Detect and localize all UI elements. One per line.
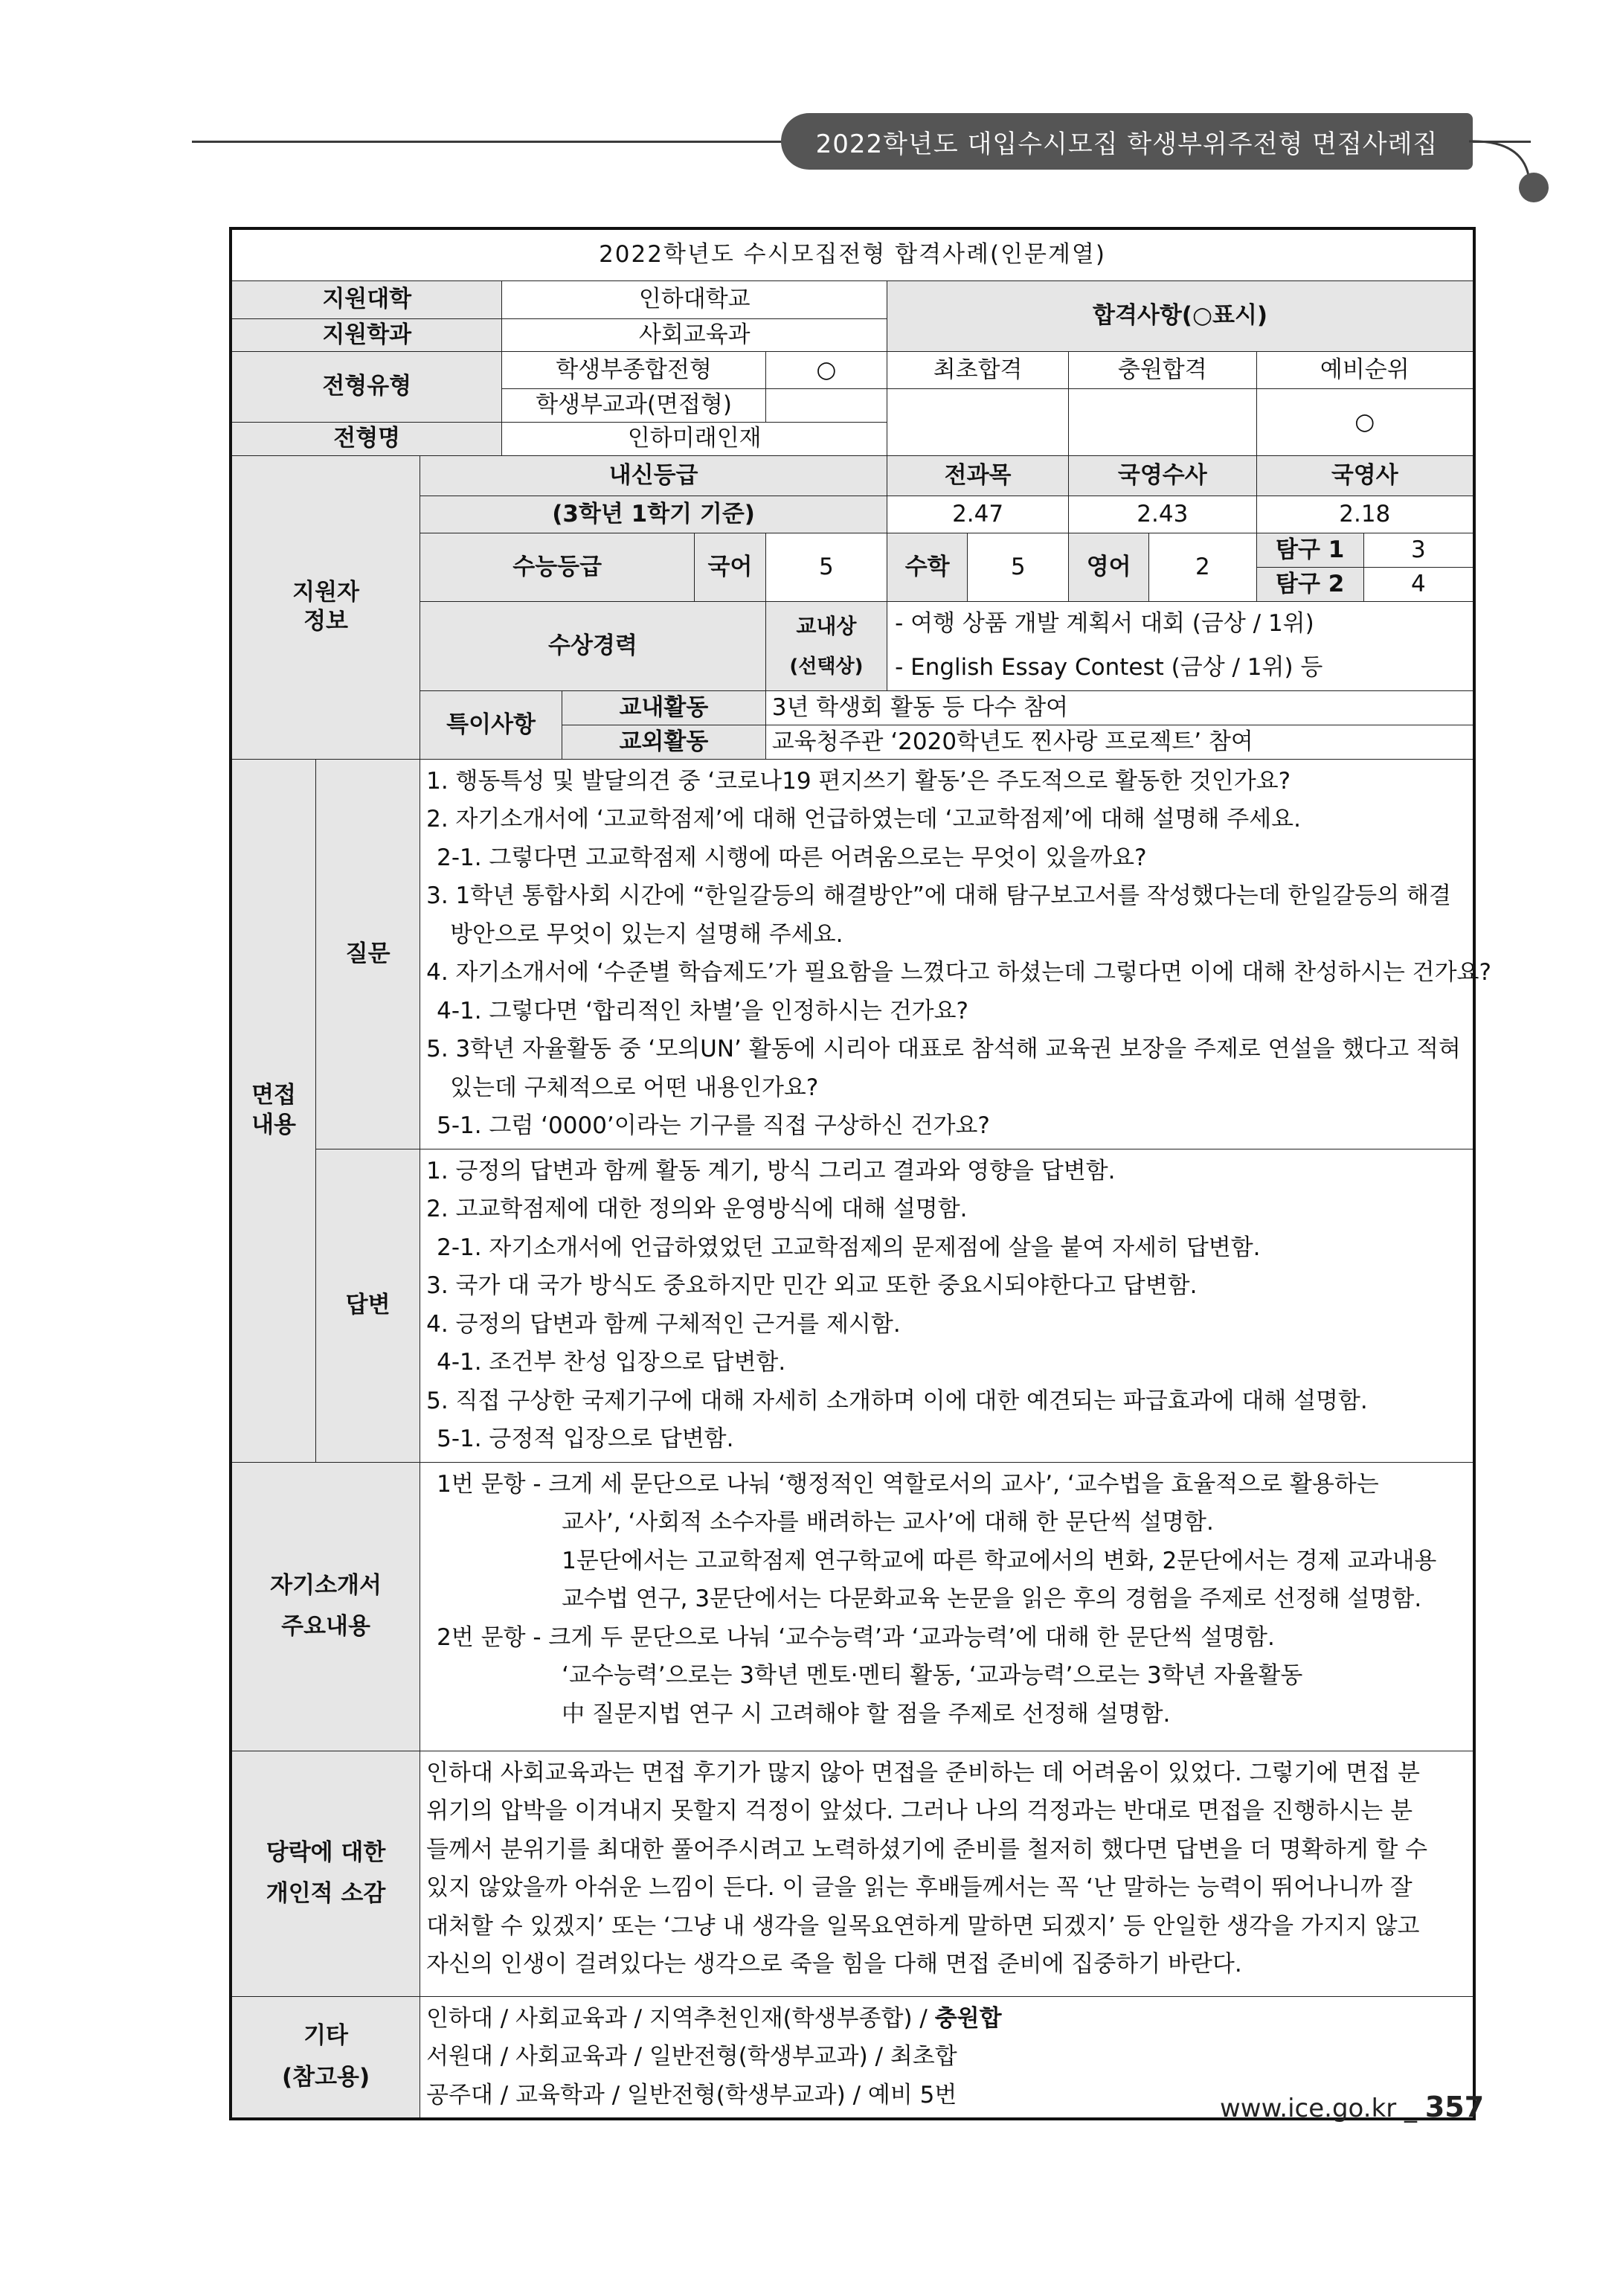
csat-korean-label: 국어 [695, 533, 765, 601]
award-item-2: - English Essay Contest (금상 / 1위) 등 [887, 646, 1474, 690]
award-item-1: - 여행 상품 개발 계획서 대회 (금상 / 1위) [887, 601, 1474, 646]
csat-math-label: 수학 [887, 533, 968, 601]
type-option-2-mark [765, 389, 887, 423]
essay-line: 교수법 연구, 3문단에서는 다문화교육 논문을 읽은 후의 경험을 주제로 선정해 설명함. [562, 1585, 1422, 1613]
essay-line: 2번 문항 - 크게 두 문단으로 나눠 ‘교수능력’과 ‘교과능력’에 대해 한 문단씩 설명함. [437, 1623, 1275, 1651]
question-line: 방안으로 무엇이 있는지 설명해 주세요. [450, 920, 843, 948]
csat-math-value: 5 [968, 533, 1069, 601]
result-reserve: 예비순위 [1256, 352, 1474, 389]
result-waitlist: 충원합격 [1069, 352, 1256, 389]
essay-line: 교사’, ‘사회적 소수자를 배려하는 교사’에 대해 한 문단씩 설명함. [562, 1509, 1214, 1536]
etc-line-2: 서원대 / 사회교육과 / 일반전형(학생부교과) / 최초합 [426, 2043, 957, 2071]
opinion-line: 자신의 인생이 걸려있다는 생각으로 죽을 힘을 다해 면접 준비에 집중하기 바란다. [426, 1951, 1242, 1978]
question-line: 1. 행동특성 및 발달의견 중 ‘코로나19 편지쓰기 활동’은 주도적으로 활동한 것인가요? [426, 767, 1291, 795]
gpa-value-all: 2.47 [887, 496, 1069, 533]
in-school-value: 3년 학생회 활동 등 다수 참여 [765, 690, 1474, 725]
special-label: 특이사항 [420, 690, 562, 759]
gpa-col-kes: 국영사 [1256, 455, 1474, 496]
etc-label-line1: 기타 [303, 2022, 348, 2050]
essay-line: ‘교수능력’으로는 3학년 멘토·멘티 활동, ‘교과능력’으로는 3학년 자율활동 [562, 1662, 1303, 1690]
csat-english-value: 2 [1149, 533, 1256, 601]
etc-line-3: 공주대 / 교육학과 / 일반전형(학생부교과) / 예비 5번 [426, 2081, 957, 2109]
out-school-label: 교외활동 [562, 725, 766, 759]
questions-list [420, 759, 1491, 1149]
opinion-line: 대처할 수 있겠지’ 또는 ‘그냥 내 생각을 일목요연하게 말하면 되겠지’ 등 안일한 생각을 가지지 않고 [426, 1912, 1420, 1940]
result-first-mark [887, 389, 1069, 456]
etc-line-1-text: 인하대 / 사회교육과 / 지역추천인재(학생부종합) / [426, 2004, 935, 2032]
opinion-line: 있지 않았을까 아쉬운 느낌이 든다. 이 글을 읽는 후배들께서는 꼭 ‘난 말하는 능력이 뛰어나니까 잘 [426, 1874, 1413, 1902]
etc-line-1 [426, 2000, 1467, 2039]
result-first: 최초합격 [887, 352, 1069, 389]
gpa-col-all: 전과목 [887, 455, 1069, 496]
question-line: 2-1. 그렇다면 고교학점제 시행에 따른 어려움으로는 무엇이 있을까요? [437, 844, 1147, 871]
applicant-info-label [231, 455, 420, 759]
type-option-1-mark: ○ [765, 352, 887, 389]
interview-label-line1: 면접 [251, 1082, 296, 1109]
etc-label [231, 1996, 420, 2119]
question-line: 5. 3학년 자율활동 중 ‘모의UN’ 활동에 시리아 대표로 참석해 교육권 보장을 주제로 연설을 했다고 적혀 [426, 1036, 1461, 1063]
awards-category [765, 601, 887, 690]
opinion-content [420, 1751, 1474, 1996]
csat-english-label: 영어 [1069, 533, 1149, 601]
header-dot-decoration [1519, 173, 1549, 202]
in-school-label: 교내활동 [562, 690, 766, 725]
result-header: 합격사항(○표시) [887, 280, 1474, 352]
gpa-value-kems: 2.43 [1069, 496, 1256, 533]
question-line: 있는데 구체적으로 어떤 내용인가요? [450, 1074, 819, 1101]
opinion-line: 위기의 압박을 이겨내지 못할지 걱정이 앞섰다. 그러나 나의 걱정과는 반대로 면접을 진행하시는 분 [426, 1798, 1413, 1825]
interview-label [231, 759, 316, 1462]
awards-label: 수상경력 [420, 601, 766, 690]
type-label: 전형유형 [231, 352, 502, 423]
opinion-line: 들께서 분위기를 최대한 풀어주시려고 노력하셨기에 준비를 철저히 했다면 답변을 더 명확하게 할 수 [426, 1835, 1428, 1863]
answer-line: 5. 직접 구상한 국제기구에 대해 자세히 소개하며 이에 대한 예견되는 파급효과에 대해 설명함. [426, 1387, 1368, 1414]
track-value: 인하미래인재 [502, 422, 887, 455]
csat-inquiry1-label: 탐구 1 [1256, 533, 1363, 567]
admission-case-table [229, 227, 1491, 2120]
essay-content [420, 1462, 1474, 1751]
footer-site: www.ice.go.kr _ [1220, 2094, 1425, 2123]
question-line: 5-1. 그럼 ‘0000’이라는 기구를 직접 구상하신 건가요? [437, 1112, 990, 1140]
essay-label [231, 1462, 420, 1751]
question-line: 4. 자기소개서에 ‘수준별 학습제도’가 필요함을 느꼈다고 하셨는데 그렇다면 이에 대해 찬성하시는 건가요? [426, 959, 1491, 987]
answer-line: 2. 고교학점제에 대한 정의와 운영방식에 대해 설명함. [426, 1196, 968, 1223]
university-label: 지원대학 [231, 280, 502, 318]
result-waitlist-mark [1069, 389, 1256, 456]
essay-line: 中 질문지법 연구 시 고려해야 할 점을 주제로 선정해 설명함. [562, 1700, 1171, 1728]
applicant-label-line1: 지원자 [292, 578, 359, 606]
type-option-2: 학생부교과(면접형) [502, 389, 765, 423]
table-title: 2022학년도 수시모집전형 합격사례(인문계열) [231, 228, 1474, 280]
csat-inquiry2-value: 4 [1363, 567, 1474, 601]
result-reserve-mark: ○ [1256, 389, 1474, 456]
gpa-col-kems: 국영수사 [1069, 455, 1256, 496]
department-label: 지원학과 [231, 318, 502, 352]
awards-sub-label-2: (선택상) [789, 655, 864, 679]
essay-label-line1: 자기소개서 [270, 1571, 382, 1599]
csat-inquiry1-value: 3 [1363, 533, 1474, 567]
interview-label-line2: 내용 [251, 1111, 296, 1138]
applicant-label-line2: 정보 [303, 608, 348, 635]
csat-inquiry2-label: 탐구 2 [1256, 567, 1363, 601]
etc-line-1-result: 충원합 [934, 2004, 1002, 2032]
page-footer [1220, 2091, 1484, 2123]
opinion-label-line2: 개인적 소감 [266, 1880, 386, 1908]
answers-label: 답변 [316, 1149, 420, 1462]
csat-korean-value: 5 [765, 533, 887, 601]
answer-line: 1. 긍정의 답변과 함께 활동 계기, 방식 그리고 결과와 영향을 답변함. [426, 1157, 1116, 1184]
answer-line: 2-1. 자기소개서에 언급하였었던 고교학점제의 문제점에 살을 붙여 자세히 답변함. [437, 1234, 1261, 1261]
gpa-value-kes: 2.18 [1256, 496, 1474, 533]
answer-line: 4-1. 조건부 찬성 입장으로 답변함. [437, 1349, 786, 1376]
department-value: 사회교육과 [502, 318, 887, 352]
gpa-label: 내신등급 [420, 455, 887, 496]
university-value: 인하대학교 [502, 280, 887, 318]
question-line: 2. 자기소개서에 ‘고교학점제’에 대해 언급하였는데 ‘고교학점제’에 대해 설명해 주세요. [426, 806, 1301, 833]
question-line: 4-1. 그렇다면 ‘합리적인 차별’을 인정하시는 건가요? [437, 997, 968, 1024]
type-option-1: 학생부종합전형 [502, 352, 765, 389]
essay-line: 1번 문항 - 크게 세 문단으로 나눠 ‘행정적인 역할로서의 교사’, ‘교수법을 효율적으로 활용하는 [437, 1470, 1379, 1498]
opinion-line: 인하대 사회교육과는 면접 후기가 많지 않아 면접을 준비하는 데 어려움이 있었다. 그렇기에 면접 분 [426, 1759, 1420, 1786]
questions-label: 질문 [316, 759, 420, 1149]
question-line: 3. 1학년 통합사회 시간에 “한일갈등의 해결방안”에 대해 탐구보고서를 작성했다는데 한일갈등의 해결 [426, 882, 1451, 910]
opinion-label [231, 1751, 420, 1996]
etc-label-line2: (참고용) [281, 2064, 370, 2091]
track-label: 전형명 [231, 422, 502, 455]
answer-line: 3. 국가 대 국가 방식도 중요하지만 민간 외교 또한 중요시되야한다고 답변함. [426, 1272, 1198, 1300]
answer-line: 5-1. 긍정적 입장으로 답변함. [437, 1426, 734, 1453]
answer-line: 4. 긍정의 답변과 함께 구체적인 근거를 제시함. [426, 1310, 901, 1338]
opinion-label-line1: 당락에 대한 [266, 1838, 386, 1866]
gpa-basis: (3학년 1학기 기준) [420, 496, 887, 533]
running-title: 2022학년도 대입수시모집 학생부위주전형 면접사례집 [781, 113, 1473, 170]
essay-label-line2: 주요내용 [281, 1613, 370, 1641]
csat-label: 수능등급 [420, 533, 695, 601]
out-school-value: 교육청주관 ‘2020학년도 찐사랑 프로젝트’ 참여 [765, 725, 1474, 759]
answers-list [420, 1149, 1474, 1462]
page-number: 357 [1424, 2091, 1485, 2123]
essay-line: 1문단에서는 고교학점제 연구학교에 따른 학교에서의 변화, 2문단에서는 경제 교과내용 [562, 1547, 1437, 1574]
awards-sub-label-1: 교내상 [796, 614, 857, 639]
